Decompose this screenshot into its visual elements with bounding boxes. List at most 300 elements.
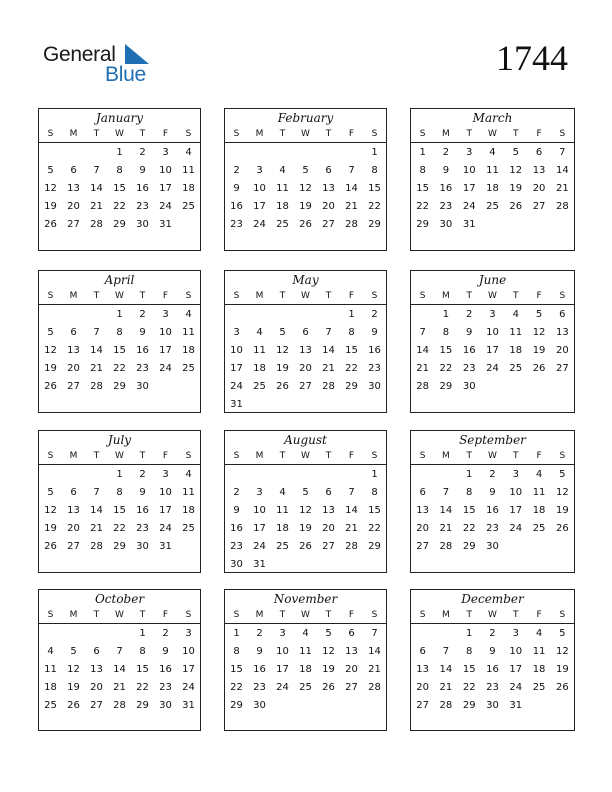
weekday-label: T	[93, 129, 100, 139]
weekday-label: S	[233, 610, 240, 620]
day-cell: 26	[555, 682, 569, 693]
day-cell: 16	[136, 183, 149, 194]
day-cell: 27	[416, 541, 429, 552]
day-cell: 20	[416, 523, 429, 534]
month-july	[38, 430, 201, 573]
day-cell: 18	[182, 345, 195, 356]
day-cell: 3	[489, 309, 496, 320]
day-cell: 11	[253, 345, 266, 356]
week-row	[39, 538, 200, 556]
day-cell: 17	[159, 183, 172, 194]
weekday-label: S	[419, 129, 426, 139]
day-cell: 16	[230, 523, 243, 534]
day-cell: 7	[325, 327, 332, 338]
month-march	[410, 108, 575, 251]
day-cell: 5	[302, 165, 309, 176]
day-cell	[294, 396, 317, 414]
day-cell: 23	[230, 219, 243, 230]
month-title: May	[292, 273, 319, 287]
month-title: January	[95, 111, 144, 125]
day-cell: 9	[233, 505, 240, 516]
day-cell: 2	[233, 487, 240, 498]
weekday-label: M	[255, 610, 264, 620]
day-cell: 20	[345, 664, 358, 675]
day-cell: 5	[559, 628, 566, 639]
day-cell: 30	[253, 700, 266, 711]
day-cell: 12	[276, 345, 289, 356]
day-cell	[248, 306, 271, 324]
day-cell: 16	[462, 345, 476, 356]
day-cell: 26	[67, 700, 80, 711]
week-row	[39, 180, 200, 198]
day-cell: 1	[116, 309, 123, 320]
day-cell: 1	[371, 147, 378, 158]
day-cell: 30	[136, 541, 149, 552]
day-cell: 15	[113, 183, 126, 194]
day-cell: 11	[182, 165, 195, 176]
day-cell: 29	[462, 700, 476, 711]
day-cell: 24	[253, 541, 266, 552]
day-cell: 12	[44, 345, 57, 356]
weekday-label: M	[255, 291, 264, 301]
day-cell: 23	[136, 523, 149, 534]
day-cell	[271, 396, 294, 414]
day-cell: 20	[322, 523, 335, 534]
day-cell: 6	[348, 628, 355, 639]
day-cell: 12	[555, 487, 569, 498]
day-cell: 3	[162, 147, 169, 158]
month-title: October	[94, 592, 145, 606]
weekday-label: T	[93, 291, 100, 301]
day-cell: 4	[302, 628, 309, 639]
day-cell: 29	[368, 541, 381, 552]
weekday-header	[225, 289, 386, 305]
day-cell: 24	[276, 682, 289, 693]
week-row	[225, 198, 386, 216]
day-cell: 23	[136, 201, 149, 212]
week-row	[225, 360, 386, 378]
week-rows	[225, 305, 386, 414]
day-cell: 18	[276, 523, 289, 534]
weekday-label: F	[348, 610, 355, 620]
weekday-label: M	[442, 129, 450, 139]
day-cell: 2	[162, 628, 169, 639]
week-row	[39, 216, 200, 234]
day-cell: 1	[419, 147, 426, 158]
week-row	[39, 144, 200, 162]
day-cell: 11	[486, 165, 499, 176]
week-row	[39, 466, 200, 484]
week-rows	[411, 143, 574, 234]
day-cell: 18	[182, 505, 195, 516]
weekday-label: M	[69, 610, 78, 620]
day-cell: 1	[442, 309, 450, 320]
day-cell: 28	[439, 541, 453, 552]
week-rows	[411, 624, 574, 715]
day-cell: 7	[348, 165, 355, 176]
day-cell: 18	[486, 183, 499, 194]
day-cell: 24	[462, 201, 476, 212]
day-cell: 8	[466, 487, 473, 498]
day-cell: 7	[371, 628, 378, 639]
month-title: July	[107, 433, 132, 447]
week-rows	[39, 305, 200, 396]
week-row	[225, 180, 386, 198]
weekday-label: W	[301, 451, 310, 461]
day-cell	[271, 697, 294, 715]
weekday-label: S	[185, 610, 192, 620]
day-cell: 14	[90, 345, 103, 356]
day-cell: 10	[276, 646, 289, 657]
week-row	[411, 484, 574, 502]
weekday-label: S	[47, 129, 54, 139]
week-rows	[225, 624, 386, 715]
week-rows	[39, 624, 200, 715]
day-cell: 9	[139, 327, 146, 338]
week-row	[225, 162, 386, 180]
week-rows	[225, 143, 386, 234]
weekday-label: S	[47, 451, 54, 461]
week-row	[39, 697, 200, 715]
month-title: November	[273, 592, 338, 606]
week-row	[411, 520, 574, 538]
day-cell: 9	[139, 487, 146, 498]
day-cell: 9	[489, 646, 496, 657]
weekday-label: T	[279, 129, 286, 139]
weekday-label: S	[233, 291, 240, 301]
day-cell: 10	[159, 487, 172, 498]
day-cell	[62, 466, 85, 484]
day-cell: 16	[253, 664, 266, 675]
day-cell	[317, 466, 340, 484]
day-cell: 31	[230, 399, 243, 410]
day-cell: 4	[256, 327, 263, 338]
day-cell	[481, 216, 504, 234]
day-cell: 2	[256, 628, 263, 639]
day-cell: 7	[116, 646, 123, 657]
day-cell: 25	[276, 541, 289, 552]
week-row	[411, 306, 574, 324]
day-cell: 17	[182, 664, 195, 675]
day-cell: 8	[139, 646, 146, 657]
day-cell: 2	[442, 147, 450, 158]
weekday-label: F	[536, 129, 542, 139]
month-december	[410, 589, 575, 731]
day-cell: 31	[253, 559, 266, 570]
week-row	[225, 520, 386, 538]
day-cell: 31	[159, 219, 172, 230]
day-cell: 27	[322, 541, 335, 552]
day-cell: 13	[299, 345, 312, 356]
weekday-label: S	[233, 129, 240, 139]
week-row	[411, 216, 574, 234]
month-title: August	[284, 433, 327, 447]
day-cell: 2	[233, 165, 240, 176]
day-cell: 10	[182, 646, 195, 657]
weekday-label: T	[466, 610, 472, 620]
day-cell: 14	[345, 183, 358, 194]
day-cell: 19	[299, 523, 312, 534]
weekday-label: W	[301, 291, 310, 301]
month-september	[410, 430, 575, 573]
day-cell: 12	[67, 664, 80, 675]
day-cell: 30	[462, 381, 476, 392]
day-cell: 13	[532, 165, 546, 176]
day-cell: 28	[90, 381, 103, 392]
week-row	[411, 360, 574, 378]
day-cell: 19	[67, 682, 80, 693]
day-cell: 20	[416, 682, 429, 693]
day-cell: 29	[439, 381, 453, 392]
week-row	[39, 679, 200, 697]
day-cell	[551, 697, 574, 715]
day-cell: 25	[182, 363, 195, 374]
day-cell: 1	[348, 309, 355, 320]
weekday-header	[411, 608, 574, 624]
weekday-label: S	[559, 451, 566, 461]
day-cell: 27	[322, 219, 335, 230]
day-cell: 20	[67, 201, 80, 212]
week-row	[39, 625, 200, 643]
day-cell: 7	[442, 487, 450, 498]
day-cell: 8	[116, 327, 123, 338]
day-cell: 23	[368, 363, 381, 374]
weekday-label: T	[513, 610, 519, 620]
weekday-label: S	[185, 129, 192, 139]
day-cell: 15	[136, 664, 149, 675]
day-cell: 3	[466, 147, 473, 158]
day-cell	[434, 625, 457, 643]
day-cell: 21	[90, 523, 103, 534]
day-cell: 2	[466, 309, 473, 320]
day-cell: 13	[345, 646, 358, 657]
day-cell: 21	[90, 201, 103, 212]
week-row	[225, 697, 386, 715]
day-cell	[177, 378, 200, 396]
day-cell: 4	[279, 165, 286, 176]
day-cell: 28	[113, 700, 126, 711]
day-cell: 11	[276, 183, 289, 194]
weekday-label: S	[419, 610, 426, 620]
day-cell: 14	[90, 505, 103, 516]
day-cell: 30	[439, 219, 453, 230]
week-row	[225, 466, 386, 484]
weekday-label: T	[139, 451, 146, 461]
day-cell: 19	[299, 201, 312, 212]
day-cell: 15	[230, 664, 243, 675]
day-cell: 15	[345, 345, 358, 356]
week-row	[411, 342, 574, 360]
weekday-label: T	[325, 291, 332, 301]
day-cell: 29	[113, 381, 126, 392]
day-cell: 4	[512, 309, 519, 320]
day-cell	[39, 625, 62, 643]
day-cell: 16	[136, 345, 149, 356]
day-cell	[39, 466, 62, 484]
day-cell: 21	[416, 363, 429, 374]
weekday-label: S	[185, 451, 192, 461]
week-row	[411, 324, 574, 342]
day-cell: 29	[462, 541, 476, 552]
week-row	[225, 484, 386, 502]
day-cell: 22	[462, 523, 476, 534]
day-cell	[39, 306, 62, 324]
day-cell: 1	[139, 628, 146, 639]
day-cell: 22	[462, 682, 476, 693]
day-cell: 8	[233, 646, 240, 657]
week-row	[411, 661, 574, 679]
day-cell: 30	[486, 541, 499, 552]
day-cell: 8	[348, 327, 355, 338]
weekday-label: S	[185, 291, 192, 301]
day-cell: 25	[486, 201, 499, 212]
weekday-label: T	[513, 451, 519, 461]
day-cell: 21	[439, 523, 453, 534]
day-cell	[294, 144, 317, 162]
week-row	[225, 679, 386, 697]
day-cell: 1	[116, 147, 123, 158]
day-cell: 29	[230, 700, 243, 711]
weekday-label: T	[513, 129, 519, 139]
day-cell: 5	[47, 327, 54, 338]
day-cell: 12	[299, 505, 312, 516]
day-cell: 27	[555, 363, 569, 374]
weekday-label: F	[162, 129, 169, 139]
day-cell: 10	[253, 505, 266, 516]
day-cell: 5	[47, 165, 54, 176]
day-cell	[294, 556, 317, 574]
day-cell	[62, 625, 85, 643]
week-row	[411, 162, 574, 180]
day-cell: 19	[532, 345, 546, 356]
day-cell: 30	[159, 700, 172, 711]
week-row	[411, 180, 574, 198]
day-cell: 2	[489, 628, 496, 639]
week-row	[39, 162, 200, 180]
day-cell: 10	[486, 327, 499, 338]
day-cell: 23	[486, 682, 499, 693]
weekday-header	[411, 449, 574, 465]
weekday-label: M	[255, 451, 264, 461]
month-january	[38, 108, 201, 251]
day-cell: 22	[345, 363, 358, 374]
weekday-label: F	[162, 291, 169, 301]
day-cell: 21	[345, 523, 358, 534]
weekday-label: M	[442, 451, 450, 461]
day-cell	[85, 144, 108, 162]
day-cell: 26	[299, 219, 312, 230]
day-cell: 30	[368, 381, 381, 392]
day-cell: 7	[348, 487, 355, 498]
weekday-label: S	[419, 451, 426, 461]
day-cell: 3	[256, 165, 263, 176]
year-title: 1744	[496, 38, 568, 78]
day-cell: 17	[509, 505, 523, 516]
day-cell	[551, 378, 574, 396]
weekday-label: M	[69, 291, 78, 301]
weekday-label: F	[348, 451, 355, 461]
day-cell: 19	[555, 505, 569, 516]
week-row	[39, 360, 200, 378]
day-cell: 25	[276, 219, 289, 230]
weekday-label: T	[466, 291, 472, 301]
day-cell: 14	[555, 165, 569, 176]
day-cell: 29	[113, 219, 126, 230]
day-cell: 22	[368, 523, 381, 534]
day-cell: 17	[486, 345, 499, 356]
week-row	[225, 643, 386, 661]
week-row	[225, 216, 386, 234]
day-cell: 14	[416, 345, 429, 356]
weekday-label: T	[325, 610, 332, 620]
week-row	[225, 661, 386, 679]
day-cell: 28	[90, 541, 103, 552]
weekday-label: M	[255, 129, 264, 139]
day-cell	[340, 144, 363, 162]
weekday-label: W	[115, 451, 124, 461]
day-cell: 1	[233, 628, 240, 639]
month-april	[38, 270, 201, 413]
day-cell: 27	[345, 682, 358, 693]
day-cell: 19	[44, 523, 57, 534]
day-cell: 3	[256, 487, 263, 498]
day-cell: 3	[233, 327, 240, 338]
day-cell	[294, 306, 317, 324]
week-row	[225, 502, 386, 520]
day-cell: 6	[70, 487, 77, 498]
day-cell: 11	[276, 505, 289, 516]
day-cell: 16	[486, 664, 499, 675]
day-cell: 18	[44, 682, 57, 693]
day-cell: 15	[368, 183, 381, 194]
week-row	[39, 643, 200, 661]
weekday-header	[39, 127, 200, 143]
weekday-label: T	[466, 451, 472, 461]
day-cell: 30	[136, 219, 149, 230]
day-cell: 11	[182, 487, 195, 498]
week-row	[39, 661, 200, 679]
day-cell: 8	[116, 487, 123, 498]
day-cell: 26	[276, 381, 289, 392]
day-cell: 26	[532, 363, 546, 374]
day-cell: 17	[509, 664, 523, 675]
week-rows	[39, 465, 200, 556]
day-cell: 12	[555, 646, 569, 657]
day-cell: 14	[90, 183, 103, 194]
day-cell: 23	[253, 682, 266, 693]
weekday-label: S	[233, 451, 240, 461]
day-cell: 17	[159, 345, 172, 356]
week-row	[225, 144, 386, 162]
weekday-header	[225, 127, 386, 143]
day-cell: 8	[442, 327, 450, 338]
day-cell	[85, 625, 108, 643]
day-cell	[271, 556, 294, 574]
day-cell: 26	[44, 541, 57, 552]
day-cell: 25	[44, 700, 57, 711]
day-cell: 28	[368, 682, 381, 693]
day-cell: 12	[299, 183, 312, 194]
day-cell: 1	[466, 469, 473, 480]
day-cell	[271, 466, 294, 484]
weekday-label: W	[488, 291, 497, 301]
weekday-label: M	[442, 610, 450, 620]
day-cell: 27	[67, 541, 80, 552]
day-cell: 19	[509, 183, 523, 194]
day-cell	[271, 306, 294, 324]
day-cell: 27	[299, 381, 312, 392]
day-cell: 24	[159, 363, 172, 374]
